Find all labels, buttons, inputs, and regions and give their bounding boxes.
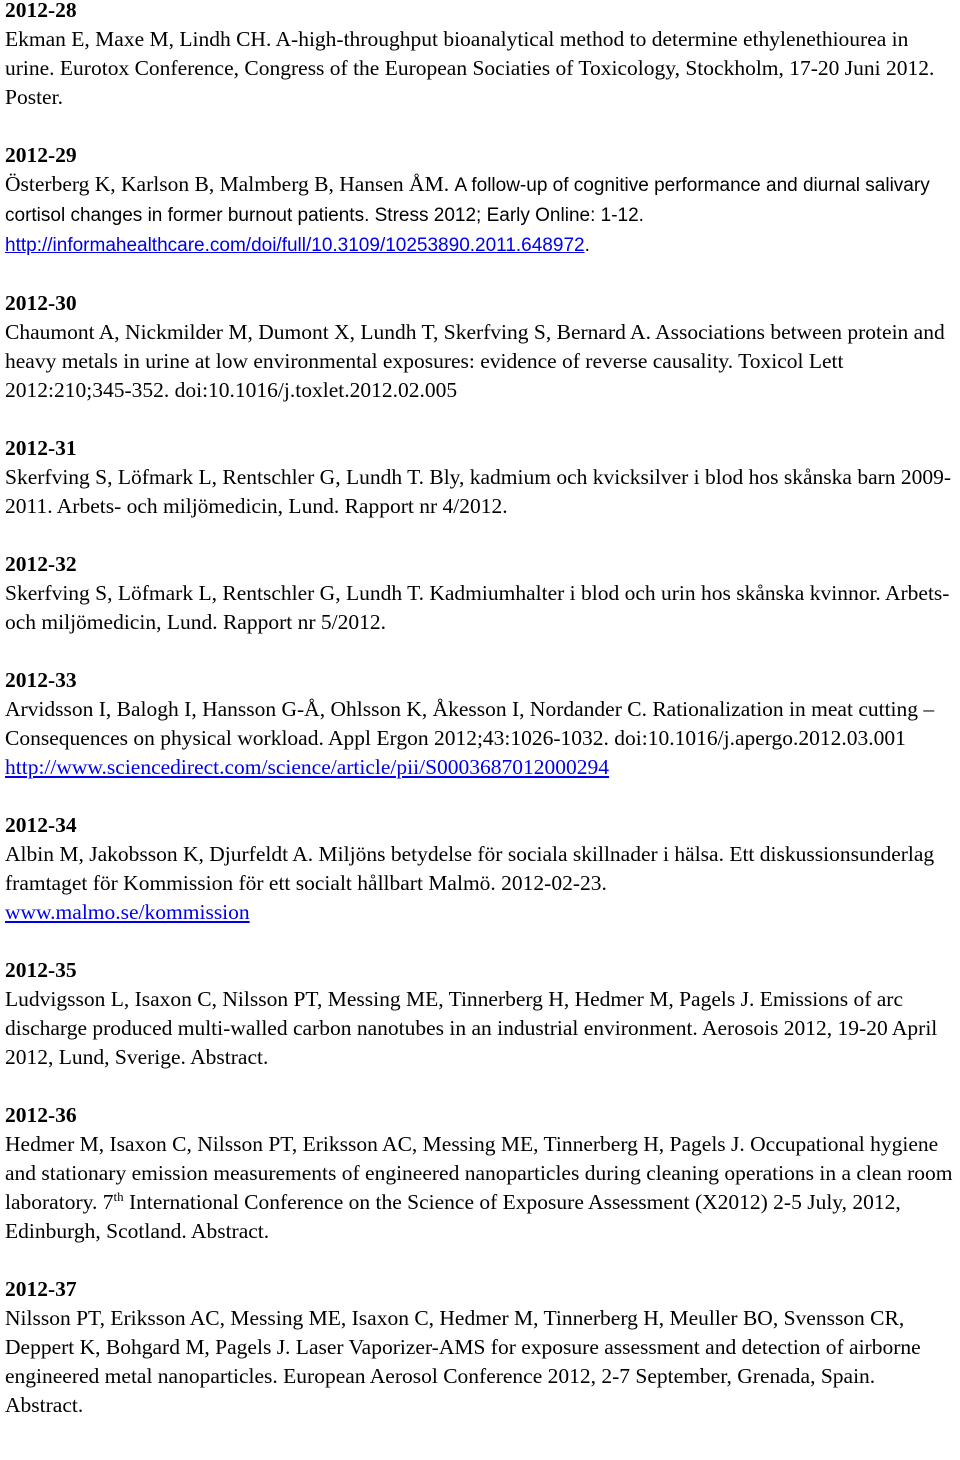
publication-entry xyxy=(5,1275,953,1420)
entry-citation: Albin M, Jakobsson K, Djurfeldt A. Miljöns betydelse för sociala skillnader i hälsa. Ett diskussionsunderlag framtaget för Kommission för ett socialt hållbart Malmö. 2012-02-23. xyxy=(5,842,935,895)
entry-id: 2012-29 xyxy=(5,143,77,167)
entry-link[interactable]: http://www.sciencedirect.com/science/article/pii/S0003687012000294 xyxy=(5,755,610,779)
publication-entry xyxy=(5,0,953,112)
entry-citation: Ludvigsson L, Isaxon C, Nilsson PT, Messing ME, Tinnerberg H, Hedmer M, Pagels J. Emissions of arc discharge produced multi-walled carbon nanotubes in an industrial environment. Aerosois 2012, 19-20 April 2012, Lund, Sverige. Abstract. xyxy=(5,987,938,1069)
publication-entry xyxy=(5,289,953,405)
entry-citation: Arvidsson I, Balogh I, Hansson G-Å, Ohlsson K, Åkesson I, Nordander C. Rationalization in meat cutting – Consequences on physical workload. Appl Ergon 2012;43:1026-1032. doi:10.1016/j.apergo.2012.03.001 xyxy=(5,697,935,750)
entry-id: 2012-28 xyxy=(5,0,77,22)
publication-list xyxy=(5,0,953,1449)
publication-entry xyxy=(5,666,953,782)
publication-entry xyxy=(5,811,953,927)
entry-citation-text-continued: International Conference on the Science of Exposure Assessment (X2012) 2-5 July, 2012, Edinburgh, Scotland. Abstract. xyxy=(5,1190,901,1243)
entry-citation: Ekman E, Maxe M, Lindh CH. A-high-throughput bioanalytical method to determine ethylenethiourea in urine. Eurotox Conference, Congress of the European Sociaties of Toxicology, Stockholm, 17-20 Juni 2012. Poster. xyxy=(5,27,935,109)
entry-citation xyxy=(5,1130,953,1246)
publication-entry xyxy=(5,434,953,521)
entry-id: 2012-31 xyxy=(5,436,77,460)
entry-citation: Skerfving S, Löfmark L, Rentschler G, Lundh T. Bly, kadmium och kvicksilver i blod hos skånska barn 2009-2011. Arbets- och miljömedicin, Lund. Rapport nr 4/2012. xyxy=(5,465,952,518)
entry-id: 2012-34 xyxy=(5,813,77,837)
entry-citation-text: Hedmer M, Isaxon C, Nilsson PT, Eriksson AC, Messing ME, Tinnerberg H, Pagels J. Occupational hygiene and stationary emission measurements of engineered nanoparticles during cleaning operations in a clean room laboratory. 7 xyxy=(5,1132,953,1214)
entry-id: 2012-32 xyxy=(5,552,77,576)
entry-link-period: . xyxy=(584,235,590,256)
publication-entry xyxy=(5,141,953,260)
entry-id: 2012-33 xyxy=(5,668,77,692)
entry-citation xyxy=(5,170,953,260)
entry-id: 2012-30 xyxy=(5,291,77,315)
entry-citation: Chaumont A, Nickmilder M, Dumont X, Lundh T, Skerfving S, Bernard A. Associations between protein and heavy metals in urine at low environmental exposures: evidence of reverse causality. Toxicol Lett 2012:210;345-352. doi:10.1016/j.toxlet.2012.02.005 xyxy=(5,320,945,402)
entry-id: 2012-35 xyxy=(5,958,77,982)
entry-authors: Österberg K, Karlson B, Malmberg B, Hansen ÅM. xyxy=(5,172,450,196)
entry-id: 2012-36 xyxy=(5,1103,77,1127)
entry-id: 2012-37 xyxy=(5,1277,77,1301)
publication-entry xyxy=(5,550,953,637)
entry-link[interactable]: http://informahealthcare.com/doi/full/10.3109/10253890.2011.648972 xyxy=(5,235,585,256)
entry-title-sans: A follow-up of cognitive performance and diurnal salivary cortisol changes in former burnout patients. Stress 2012; Early Online: 1-12. xyxy=(5,175,930,226)
entry-citation: Skerfving S, Löfmark L, Rentschler G, Lundh T. Kadmiumhalter i blod och urin hos skånska kvinnor. Arbets- och miljömedicin, Lund. Rapport nr 5/2012. xyxy=(5,581,950,634)
publication-entry xyxy=(5,1101,953,1246)
entry-link[interactable]: www.malmo.se/kommission xyxy=(5,900,250,924)
entry-citation: Nilsson PT, Eriksson AC, Messing ME, Isaxon C, Hedmer M, Tinnerberg H, Meuller BO, Svensson CR, Deppert K, Bohgard M, Pagels J. Laser Vaporizer-AMS for exposure assessment and detection of airborne engineered metal nanoparticles. European Aerosol Conference 2012, 2-7 September, Grenada, Spain. Abstract. xyxy=(5,1306,921,1417)
publication-entry xyxy=(5,956,953,1072)
ordinal-superscript: th xyxy=(113,1189,124,1204)
